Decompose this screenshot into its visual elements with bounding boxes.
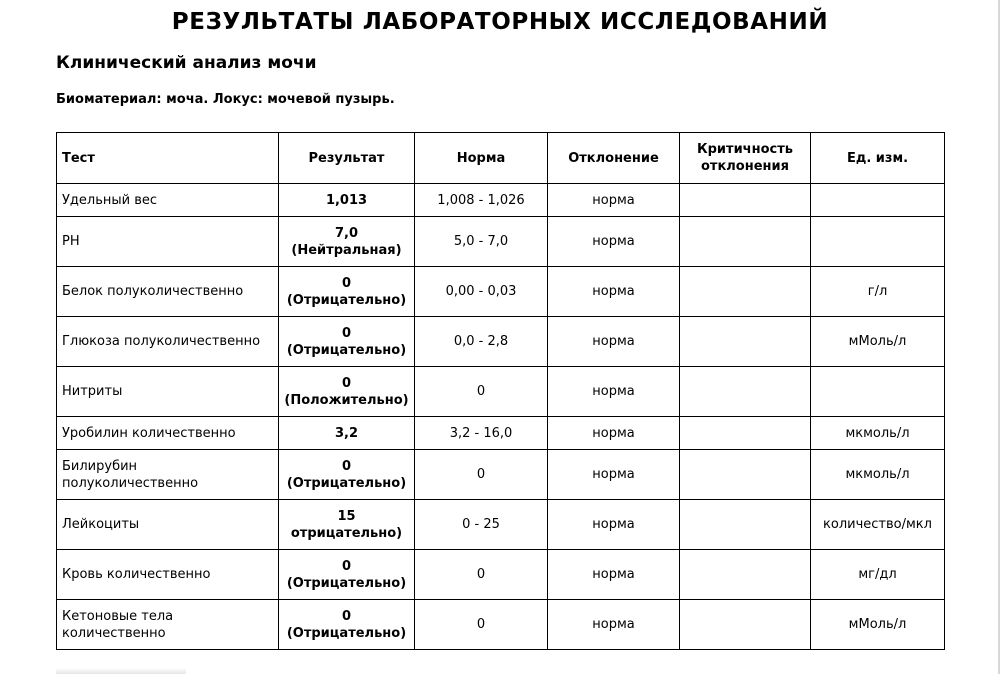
header-criticality-line2: отклонения — [701, 159, 789, 174]
result-note: (Отрицательно) — [286, 575, 407, 591]
cell-test: Нитриты — [57, 367, 279, 417]
table-row — [57, 500, 945, 550]
cell-criticality — [680, 217, 811, 267]
result-value: 0 — [341, 558, 352, 574]
cell-norm: 0 — [415, 550, 548, 600]
result-value: 0 — [341, 608, 352, 624]
cell-test: Белок полуколичественно — [57, 267, 279, 317]
cell-deviation: норма — [548, 317, 680, 367]
cell-deviation: норма — [548, 550, 680, 600]
result-value: 7,0 — [334, 225, 359, 241]
cell-unit: мг/дл — [811, 550, 945, 600]
table-row — [57, 417, 945, 450]
table-row — [57, 550, 945, 600]
cell-unit: г/л — [811, 267, 945, 317]
biomaterial-info: Биоматериал: моча. Локус: мочевой пузырь. — [56, 92, 395, 107]
cell-criticality — [680, 500, 811, 550]
header-test: Тест — [57, 133, 279, 184]
result-value: 0 — [341, 458, 352, 474]
cell-norm: 0,00 - 0,03 — [415, 267, 548, 317]
cell-unit: мМоль/л — [811, 317, 945, 367]
cut-off-footer-text — [56, 668, 186, 674]
cell-test: Лейкоциты — [57, 500, 279, 550]
header-criticality-line1: Критичность — [697, 142, 793, 157]
header-deviation: Отклонение — [548, 133, 680, 184]
cell-test: PH — [57, 217, 279, 267]
table-row — [57, 217, 945, 267]
cell-result — [279, 600, 415, 650]
cell-test: Билирубин полуколичественно — [57, 450, 279, 500]
cell-result — [279, 550, 415, 600]
cell-result — [279, 267, 415, 317]
result-note: (Отрицательно) — [286, 342, 407, 358]
cell-deviation: норма — [548, 217, 680, 267]
cell-norm: 0 — [415, 367, 548, 417]
cell-result — [279, 500, 415, 550]
result-note: (Нейтральная) — [291, 242, 402, 258]
cell-norm: 0,0 - 2,8 — [415, 317, 548, 367]
section-title: Клинический анализ мочи — [56, 53, 317, 73]
cell-deviation: норма — [548, 500, 680, 550]
table-row — [57, 267, 945, 317]
cell-test: Кровь количественно — [57, 550, 279, 600]
cell-norm: 3,2 - 16,0 — [415, 417, 548, 450]
header-result: Результат — [279, 133, 415, 184]
cell-norm: 5,0 - 7,0 — [415, 217, 548, 267]
table-row — [57, 367, 945, 417]
cell-unit — [811, 184, 945, 217]
cell-criticality — [680, 417, 811, 450]
cell-norm: 0 — [415, 450, 548, 500]
cell-criticality — [680, 317, 811, 367]
cell-unit: мкмоль/л — [811, 417, 945, 450]
cell-unit — [811, 217, 945, 267]
result-note: (Отрицательно) — [286, 292, 407, 308]
cell-result — [279, 417, 415, 450]
cell-criticality — [680, 367, 811, 417]
cell-unit — [811, 367, 945, 417]
cell-criticality — [680, 550, 811, 600]
cell-result — [279, 450, 415, 500]
table-row — [57, 184, 945, 217]
cell-deviation: норма — [548, 367, 680, 417]
cell-deviation: норма — [548, 184, 680, 217]
result-value: 1,013 — [325, 192, 368, 208]
table-row — [57, 450, 945, 500]
cell-deviation: норма — [548, 600, 680, 650]
result-note: (Отрицательно) — [286, 625, 407, 641]
cell-result — [279, 184, 415, 217]
cell-test: Глюкоза полуколичественно — [57, 317, 279, 367]
cell-unit: мМоль/л — [811, 600, 945, 650]
result-value: 0 — [341, 275, 352, 291]
result-value: 0 — [341, 375, 352, 391]
cell-deviation: норма — [548, 450, 680, 500]
cell-result — [279, 217, 415, 267]
cell-criticality — [680, 450, 811, 500]
result-note: (Отрицательно) — [286, 475, 407, 491]
cell-unit: количество/мкл — [811, 500, 945, 550]
table-header-row — [57, 133, 945, 184]
cell-unit: мкмоль/л — [811, 450, 945, 500]
results-table — [56, 132, 945, 650]
table-row — [57, 317, 945, 367]
header-norm: Норма — [415, 133, 548, 184]
header-unit: Ед. изм. — [811, 133, 945, 184]
cell-criticality — [680, 600, 811, 650]
cell-result — [279, 367, 415, 417]
cell-deviation: норма — [548, 267, 680, 317]
result-note: отрицательно) — [290, 525, 403, 541]
result-value: 0 — [341, 325, 352, 341]
result-note: (Положительно) — [284, 392, 409, 408]
cell-norm: 0 - 25 — [415, 500, 548, 550]
table-row — [57, 600, 945, 650]
header-criticality — [680, 133, 811, 184]
result-value: 3,2 — [334, 425, 359, 441]
result-value: 15 — [337, 508, 356, 524]
cell-deviation: норма — [548, 417, 680, 450]
cell-test: Кетоновые тела количественно — [57, 600, 279, 650]
page-title: РЕЗУЛЬТАТЫ ЛАБОРАТОРНЫХ ИССЛЕДОВАНИЙ — [171, 9, 829, 35]
cell-result — [279, 317, 415, 367]
cell-test: Удельный вес — [57, 184, 279, 217]
cell-norm: 1,008 - 1,026 — [415, 184, 548, 217]
cell-criticality — [680, 267, 811, 317]
cell-test: Уробилин количественно — [57, 417, 279, 450]
cell-norm: 0 — [415, 600, 548, 650]
cell-criticality — [680, 184, 811, 217]
